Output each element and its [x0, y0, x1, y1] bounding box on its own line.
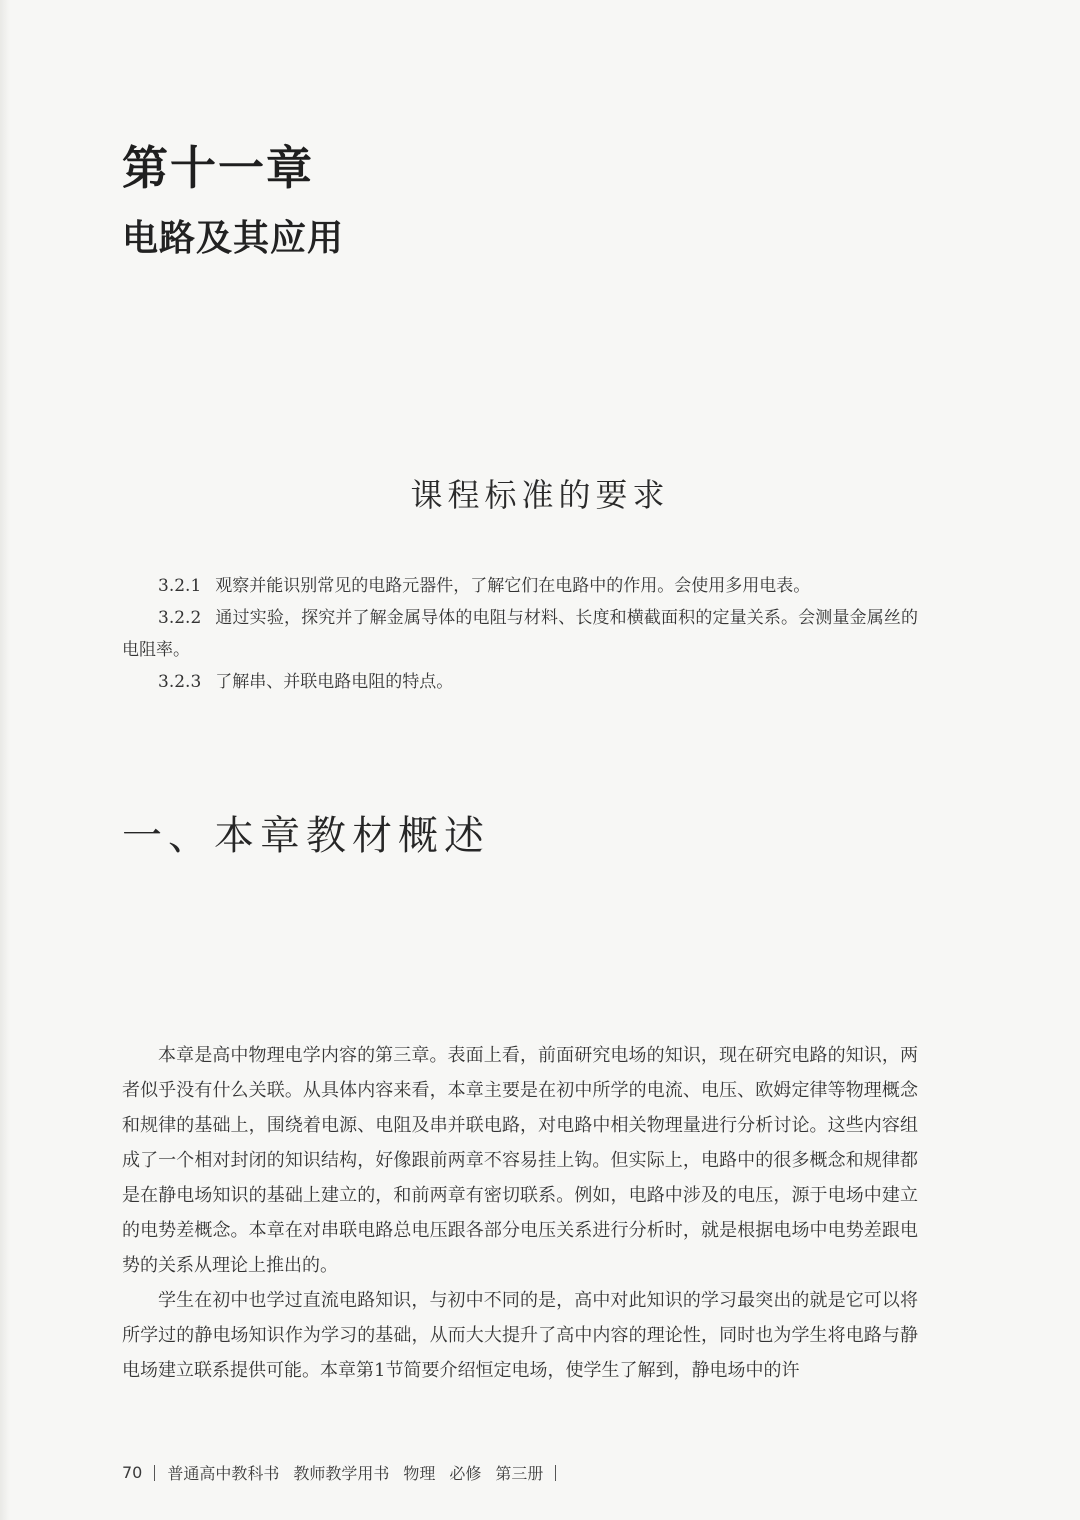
standard-item	[122, 570, 918, 602]
footer-book-part: 必修	[449, 1464, 482, 1483]
standard-code: 3.2.3	[158, 672, 202, 692]
standard-text: 通过实验，探究并了解金属导体的电阻与材料、长度和横截面积的定量关系。会测量金属丝的电阻率。	[122, 608, 918, 660]
body-text	[122, 1038, 918, 1388]
standard-text: 了解串、并联电路电阻的特点。	[215, 672, 454, 692]
footer-divider	[555, 1465, 556, 1481]
chapter-title: 电路及其应用	[122, 217, 345, 259]
section-heading: 一、本章教材概述	[122, 813, 490, 859]
standards-heading: 课程标准的要求	[410, 476, 670, 514]
standard-item	[122, 602, 918, 666]
standard-code: 3.2.1	[158, 576, 202, 596]
body-paragraph: 学生在初中也学过直流电路知识，与初中不同的是，高中对此知识的学习最突出的就是它可以将所学过的静电场知识作为学习的基础，从而大大提升了高中内容的理论性，同时也为学生将电路与静电场建立联系提供可能。本章第1节简要介绍恒定电场，使学生了解到，静电场中的许	[122, 1290, 918, 1381]
footer-book-part: 第三册	[495, 1464, 544, 1483]
page-edge-shadow	[0, 0, 10, 1520]
footer-divider	[154, 1465, 155, 1481]
standards-list	[122, 570, 918, 698]
chapter-number: 第十一章	[122, 141, 314, 195]
footer-book-part: 普通高中教科书	[167, 1464, 280, 1483]
standard-item	[122, 666, 918, 698]
body-paragraph: 本章是高中物理电学内容的第三章。表面上看，前面研究电场的知识，现在研究电路的知识，两者似乎没有什么关联。从具体内容来看，本章主要是在初中所学的电流、电压、欧姆定律等物理概念和规律的基础上，围绕着电源、电阻及串并联电路，对电路中相关物理量进行分析讨论。这些内容组成了一个相对封闭的知识结构，好像跟前两章不容易挂上钩。但实际上，电路中的很多概念和规律都是在静电场知识的基础上建立的，和前两章有密切联系。例如，电路中涉及的电压，源于电场中建立的电势差概念。本章在对串联电路总电压跟各部分电压关系进行分析时，就是根据电场中电势差跟电势的关系从理论上推出的。	[122, 1045, 918, 1276]
footer-book-part: 教师教学用书	[293, 1464, 390, 1483]
standard-text: 观察并能识别常见的电路元器件，了解它们在电路中的作用。会使用多用电表。	[215, 576, 811, 596]
standard-code: 3.2.2	[158, 608, 202, 628]
footer-book-part: 物理	[403, 1464, 436, 1483]
page-footer	[122, 1461, 568, 1484]
page-number: 70	[122, 1463, 143, 1482]
